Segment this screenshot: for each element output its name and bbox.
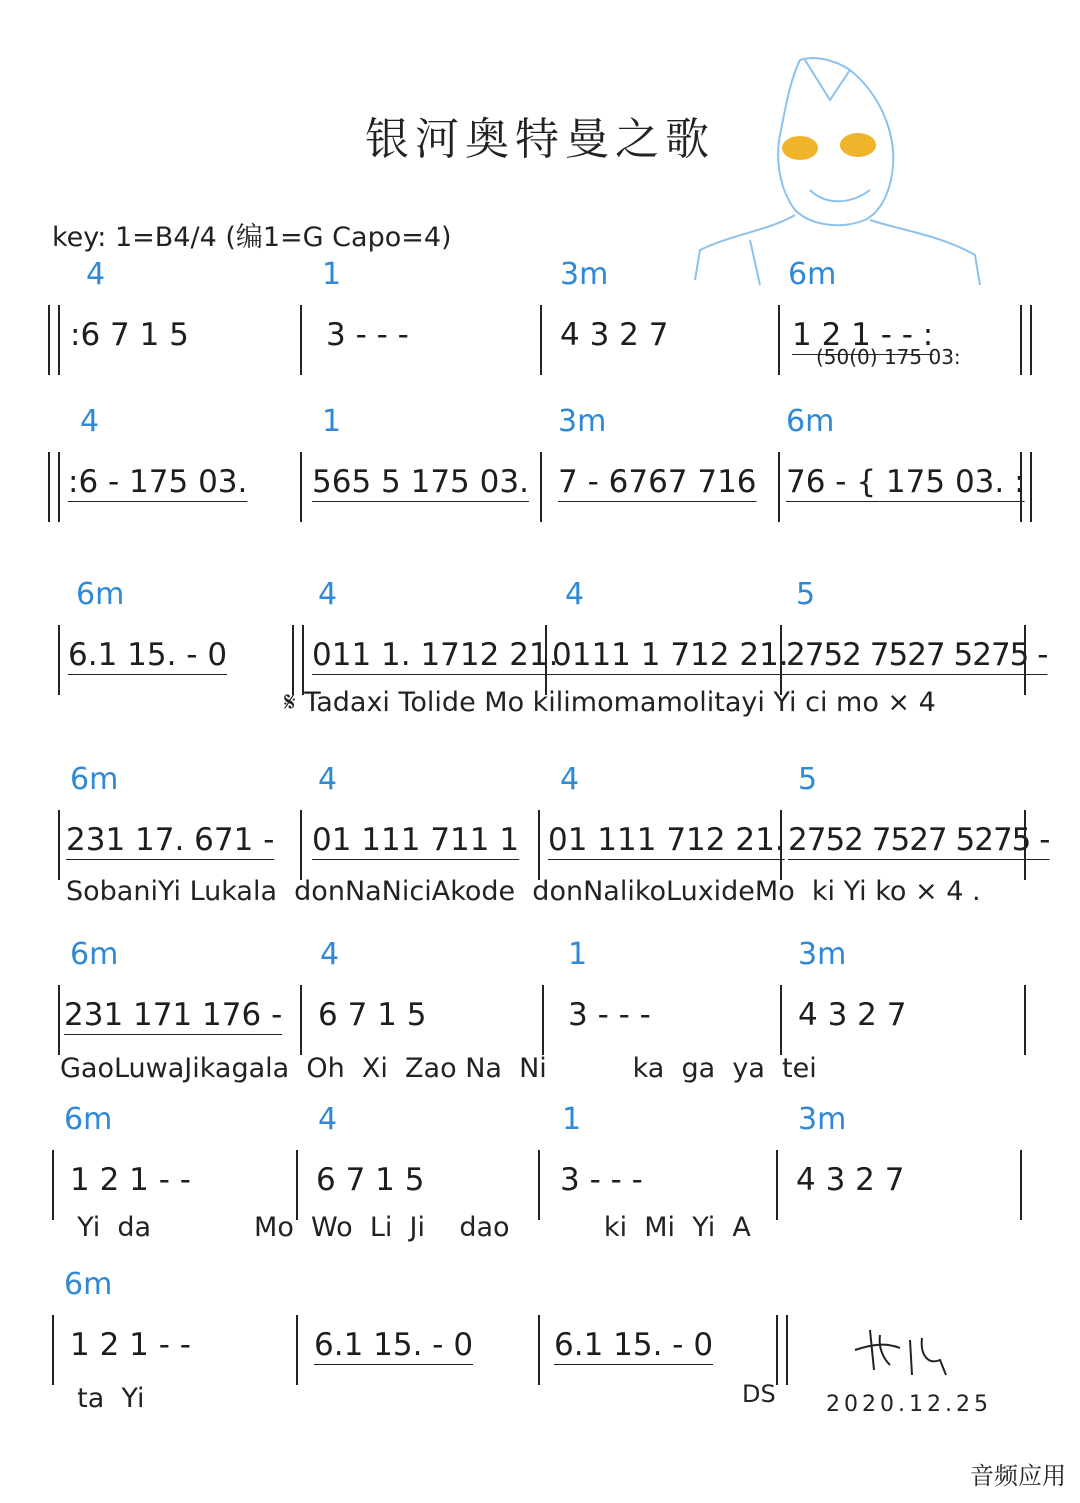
measure-notes: 2752 7527 5275 - (786, 637, 1048, 673)
chord-symbol: 3m (798, 937, 847, 972)
ultraman-sketch-icon (690, 40, 990, 290)
dal-segno-mark: DS (742, 1380, 776, 1408)
measure-notes: 3 - - - (568, 997, 651, 1033)
measure-notes: 6.1 15. - 0 (314, 1327, 474, 1363)
date-text: 2020.12.25 (826, 1392, 992, 1417)
signature-icon (850, 1320, 970, 1380)
chord-symbol: 1 (562, 1102, 582, 1137)
chord-symbol: 4 (86, 257, 106, 292)
key-signature: key: 1=B4/4 (编1=G Capo=4) (52, 222, 452, 253)
measure-notes: :6 - 175 03. (68, 464, 248, 500)
chord-symbol: 5 (796, 577, 816, 612)
measure-notes: 4 3 2 7 (796, 1162, 905, 1198)
chord-symbol: 1 (322, 257, 342, 292)
measure-notes: 2752 7527 5275 - (788, 822, 1050, 858)
chord-symbol: 6m (786, 404, 835, 439)
chord-symbol: 3m (798, 1102, 847, 1137)
chord-symbol: 6m (64, 1267, 113, 1302)
chord-symbol: 1 (568, 937, 588, 972)
chord-symbol: 6m (76, 577, 125, 612)
chord-symbol: 6m (64, 1102, 113, 1137)
watermark-text: 音频应用 (970, 1462, 1066, 1490)
chord-symbol: 4 (320, 937, 340, 972)
chord-symbol: 1 (322, 404, 342, 439)
chord-symbol: 6m (70, 937, 119, 972)
measure-notes: 01 111 711 1 (312, 822, 520, 858)
measure-notes: 6 7 1 5 (316, 1162, 425, 1198)
measure-sub-notes: (50(0) 175 03: (816, 345, 961, 369)
chord-symbol: 5 (798, 762, 818, 797)
measure-notes: 231 171 176 - (64, 997, 283, 1033)
measure-notes: 6.1 15. - 0 (554, 1327, 714, 1363)
measure-notes: 3 - - - (560, 1162, 643, 1198)
measure-notes: 4 3 2 7 (798, 997, 907, 1033)
chord-symbol: 3m (558, 404, 607, 439)
measure-notes: 1 2 1 - - : (792, 317, 934, 353)
lyric-line: 𝄋 Tadaxi Tolide Mo kilimomamolitayi Yi ci mo × 4 (284, 687, 936, 718)
measure-notes: 231 17. 671 - (66, 822, 275, 858)
measure-notes: 4 3 2 7 (560, 317, 669, 353)
chord-symbol: 4 (565, 577, 585, 612)
measure-notes: 565 5 175 03. (312, 464, 529, 500)
measure-notes: 0111 1 712 21. (552, 637, 789, 673)
chord-symbol: 4 (560, 762, 580, 797)
chord-symbol: 6m (70, 762, 119, 797)
lyric-line: Yi da Mo Wo Li Ji dao ki Mi Yi A (60, 1212, 751, 1243)
measure-notes: 1 2 1 - - (70, 1162, 191, 1198)
measure-notes: 1 2 1 - - (70, 1327, 191, 1363)
chord-symbol: 4 (318, 577, 338, 612)
measure-notes: 6.1 15. - 0 (68, 637, 228, 673)
chord-symbol: 4 (318, 1102, 338, 1137)
measure-notes: 76 - { 175 03. : (786, 464, 1025, 500)
measure-notes: 011 1. 1712 21. (312, 637, 559, 673)
chord-symbol: 4 (80, 404, 100, 439)
lyric-line: GaoLuwaJikagala Oh Xi Zao Na Ni ka ga ya tei (60, 1053, 817, 1084)
measure-notes: :6 7 1 5 (70, 317, 189, 353)
measure-notes: 3 - - - (326, 317, 409, 353)
song-title: 银河奥特曼之歌 (365, 114, 715, 165)
lyric-line: SobaniYi Lukala donNaNiciAkode donNalikoLuxideMo ki Yi ko × 4 . (66, 876, 981, 907)
measure-notes: 7 - 6767 716 (558, 464, 757, 500)
lyric-line: ta Yi (60, 1383, 145, 1414)
chord-symbol: 3m (560, 257, 609, 292)
measure-notes: 01 111 712 21. (548, 822, 785, 858)
chord-symbol: 6m (788, 257, 837, 292)
chord-symbol: 4 (318, 762, 338, 797)
measure-notes: 6 7 1 5 (318, 997, 427, 1033)
